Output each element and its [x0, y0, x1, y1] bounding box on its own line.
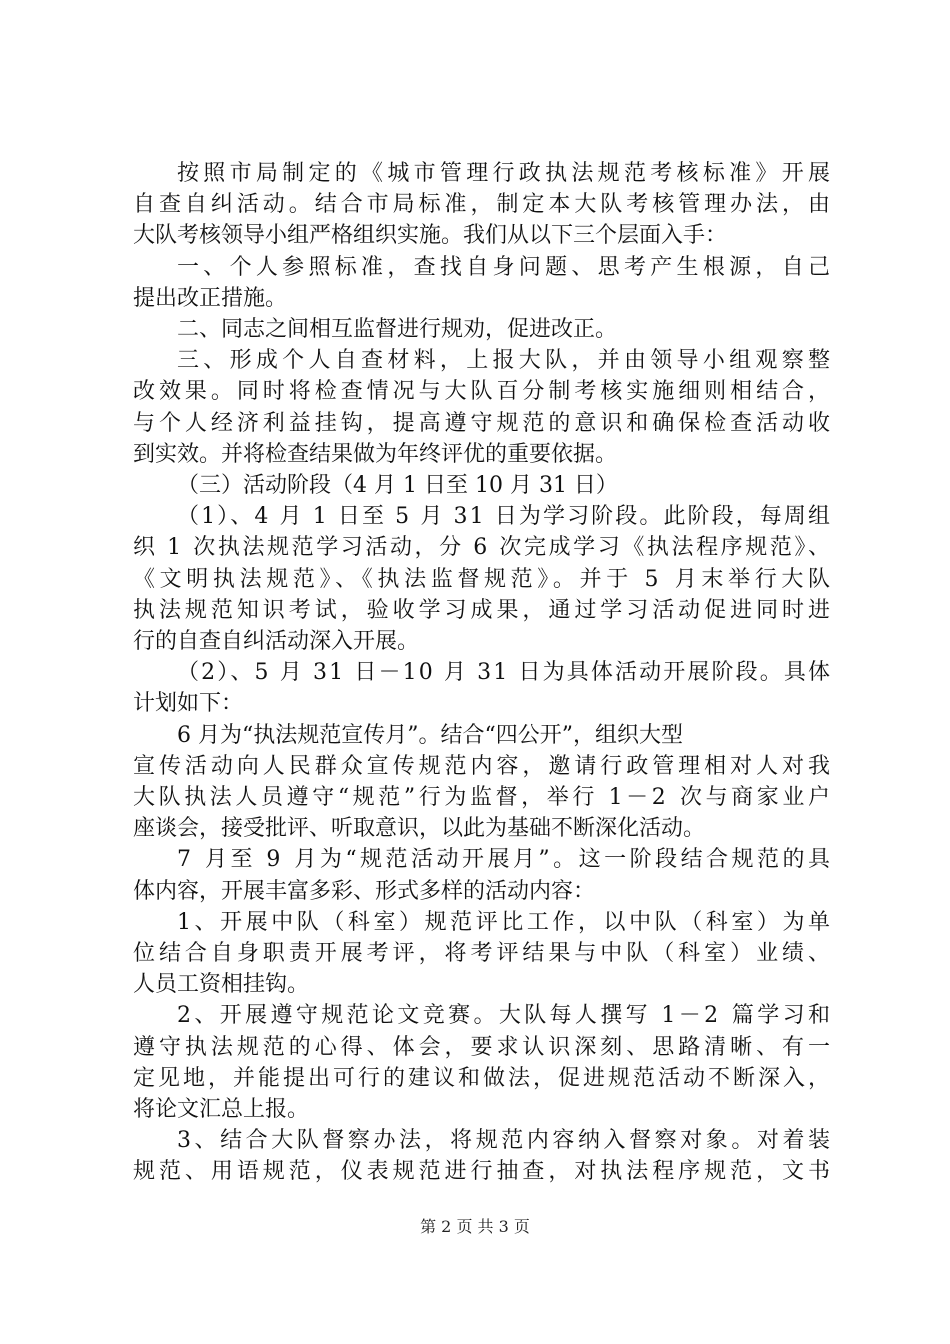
text-line: 1、开展中队（科室）规范评比工作，以中队（科室）为单	[177, 909, 834, 935]
text-line: 与个人经济利益挂钩，提高遵守规范的意识和确保检查活动收	[133, 410, 834, 436]
text-line: 规范、用语规范，仪表规范进行抽查，对执法程序规范，文书	[133, 1159, 834, 1185]
text-line: 宣传活动向人民群众宣传规范内容，邀请行政管理相对人对我	[133, 753, 834, 779]
text-line: 将论文汇总上报。	[133, 1097, 310, 1122]
text-line: 2、开展遵守规范论文竞赛。大队每人撰写 1－2 篇学习和	[177, 1003, 834, 1029]
text-line: 人员工资相挂钩。	[133, 972, 310, 998]
text-line: 大队考核领导小组严格组织实施。我们从以下三个层面入手：	[133, 223, 728, 249]
page-footer: 第 2 页 共 3 页	[420, 1217, 530, 1236]
text-line: 6 月为“执法规范宣传月”。结合“四公开”，组织大型	[177, 722, 683, 748]
text-line: 自查自纠活动。结合市局标准，制定本大队考核管理办法，由	[133, 192, 834, 218]
text-line: （三）活动阶段（4 月 1 日至 10 月 31 日）	[177, 473, 618, 498]
text-line: （1）、4 月 1 日至 5 月 31 日为学习阶段。此阶段，每周组	[177, 504, 833, 530]
text-line: 位结合自身职责开展考评，将考评结果与中队（科室）业绩、	[133, 941, 834, 966]
text-line: 一、个人参照标准，查找自身问题、思考产生根源，自己	[177, 254, 835, 280]
text-line: 遵守执法规范的心得、体会，要求认识深刻、思路清晰、有一	[133, 1034, 834, 1060]
text-line: 改效果。同时将检查情况与大队百分制考核实施细则相结合，	[133, 379, 834, 405]
text-line: 行的自查自纠活动深入开展。	[133, 629, 420, 654]
text-line: 织 1 次执法规范学习活动，分 6 次完成学习《执法程序规范》、	[133, 535, 833, 561]
text-line: 提出改正措施。	[133, 285, 288, 311]
text-line: 大队执法人员遵守“规范”行为监督，举行 1－2 次与商家业户	[133, 785, 834, 810]
text-line: 三、形成个人自查材料，上报大队，并由领导小组观察整	[177, 348, 835, 374]
text-line: 二、同志之间相互监督进行规劝，促进改正。	[177, 317, 618, 342]
text-line: 按照市局制定的《城市管理行政执法规范考核标准》开展	[177, 161, 835, 186]
text-line: 定见地，并能提出可行的建议和做法，促进规范活动不断深入，	[133, 1065, 833, 1091]
text-line: 3、结合大队督察办法，将规范内容纳入督察对象。对着装	[177, 1128, 834, 1154]
text-line: 执法规范知识考试，验收学习成果，通过学习活动促进同时进	[133, 597, 834, 623]
text-line: 计划如下：	[133, 691, 244, 717]
text-line: 7 月至 9 月为“规范活动开展月”。这一阶段结合规范的具	[177, 847, 834, 873]
text-line: 体内容，开展丰富多彩、形式多样的活动内容：	[133, 878, 596, 904]
text-line: 座谈会，接受批评、听取意识，以此为基础不断深化活动。	[133, 816, 706, 842]
text-line: 到实效。并将检查结果做为年终评优的重要依据。	[133, 441, 618, 467]
text-line: 《文明执法规范》、《执法监督规范》。并于 5 月末举行大队	[133, 566, 835, 592]
text-line: （2）、5 月 31 日－10 月 31 日为具体活动开展阶段。具体	[177, 660, 833, 686]
